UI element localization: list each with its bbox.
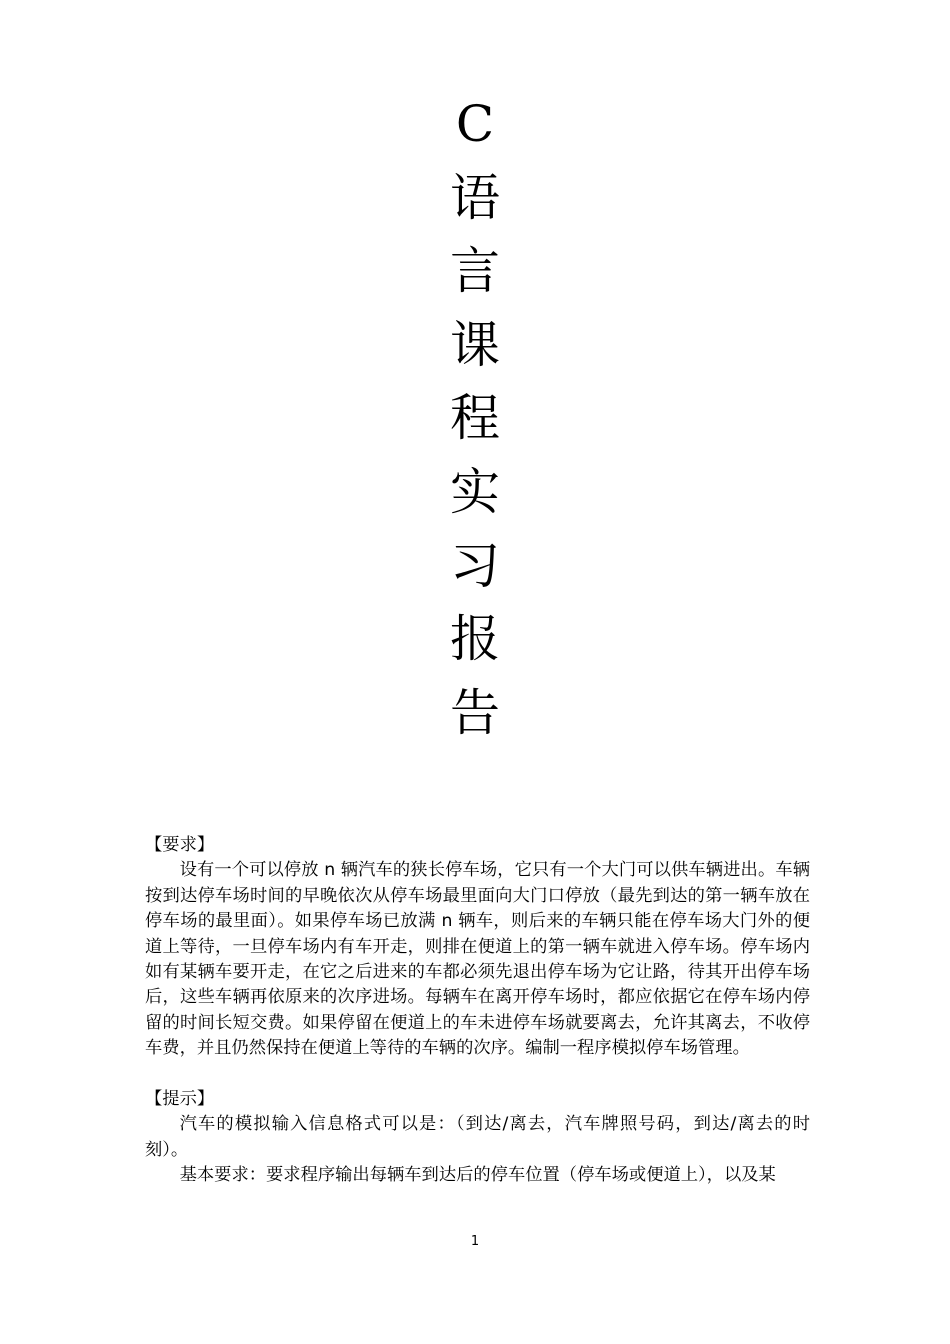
requirements-heading: 【要求】: [145, 835, 215, 855]
hints-paragraph-basic-requirements: 基本要求：要求程序输出每辆车到达后的停车位置（停车场或便道上），以及某: [179, 1165, 776, 1186]
title-char: 言: [450, 242, 500, 301]
title-char: 程: [450, 389, 500, 448]
requirements-paragraph: 设有一个可以停放 n 辆汽车的狭长停车场，它只有一个大门可以供车辆进出。车辆按到达停车场时间的早晚依次从停车场最里面向大门口停放（最先到达的第一辆车放在停车场的最里面）。如果停车场已放满 n 辆车，则后来的车辆只能在停车场大门外的便道上等待，一旦停车场内有车开走，则排在便道上的第一辆车就进入停车场。停车场内如有某辆车要开走，在它之后进来的车都必须先退出停车场为它让路，待其开出停车场后，这些车辆再依原来的次序进场。每辆车在离开停车场时，都应依据它在停车场内停留的时间长短交费。如果停留在便道上的车未进停车场就要离去，允许其离去，不收停车费，并且仍然保持在便道上等待的车辆的次序。编制一程序模拟停车场管理。: [145, 860, 810, 1059]
title-char: 告: [450, 683, 500, 742]
title-char: 习: [450, 536, 500, 595]
title-char: 报: [450, 610, 500, 669]
hints-heading: 【提示】: [145, 1089, 215, 1110]
title-char: C: [455, 95, 495, 153]
section-spacer: [145, 1062, 810, 1087]
title-char: 语: [450, 168, 500, 227]
page-number: 1: [470, 1234, 480, 1249]
title-char: 课: [450, 315, 500, 374]
report-title: [425, 88, 525, 750]
title-char: 实: [450, 462, 500, 521]
hints-paragraph-input-format: 汽车的模拟输入信息格式可以是：（到达/离去，汽车牌照号码，到达/离去的时刻）。: [145, 1114, 810, 1160]
document-body: [145, 833, 810, 1189]
